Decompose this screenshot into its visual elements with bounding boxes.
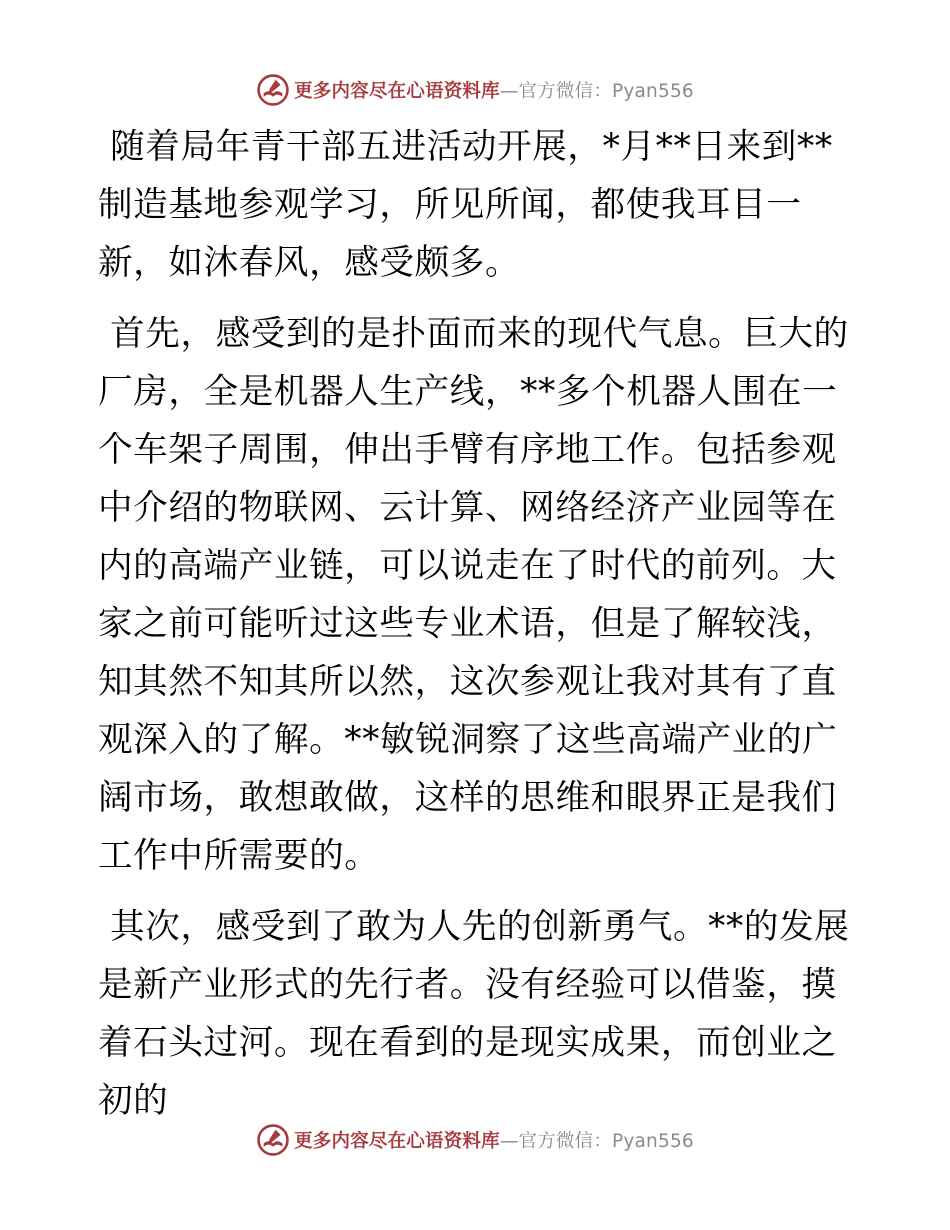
paragraph: 首先，感受到的是扑面而来的现代气息。巨大的厂房，全是机器人生产线，**多个机器人围在一个车架子周围，伸出手臂有序地工作。包括参观中介绍的物联网、云计算、网络经济产业园等在内的高端产业链，可以说走在了时代的前列。大家之前可能听过这些专业术语，但是了解较浅，知其然不知其所以然，这次参观让我对其有了直观深入的了解。**敏锐洞察了这些高端产业的广阔市场，敢想敢做，这样的思维和眼界正是我们工作中所需要的。 — [98, 314, 849, 876]
book-pen-logo-icon — [256, 73, 290, 107]
paragraph: 随着局年青干部五进活动开展，*月**日来到**制造基地参观学习，所见所闻，都使我耳目一新，如沐春风，感受颇多。 — [98, 127, 833, 283]
footer-banner-text — [294, 1127, 694, 1153]
footer-promo-text: 更多内容尽在心语资料库 — [294, 1131, 500, 1152]
header-banner — [0, 68, 950, 112]
footer-banner — [0, 1118, 950, 1162]
footer-contact-text: —官方微信：Pyan556 — [499, 1131, 694, 1152]
header-contact-text: —官方微信：Pyan556 — [499, 81, 694, 102]
paragraph: 其次，感受到了敢为人先的创新勇气。**的发展是新产业形式的先行者。没有经验可以借鉴，摸着石头过河。现在看到的是现实成果，而创业之初的 — [98, 907, 850, 1121]
document-body — [98, 118, 856, 1143]
header-promo-text: 更多内容尽在心语资料库 — [294, 81, 500, 102]
header-banner-text — [294, 77, 694, 103]
book-pen-logo-icon — [256, 1123, 290, 1157]
